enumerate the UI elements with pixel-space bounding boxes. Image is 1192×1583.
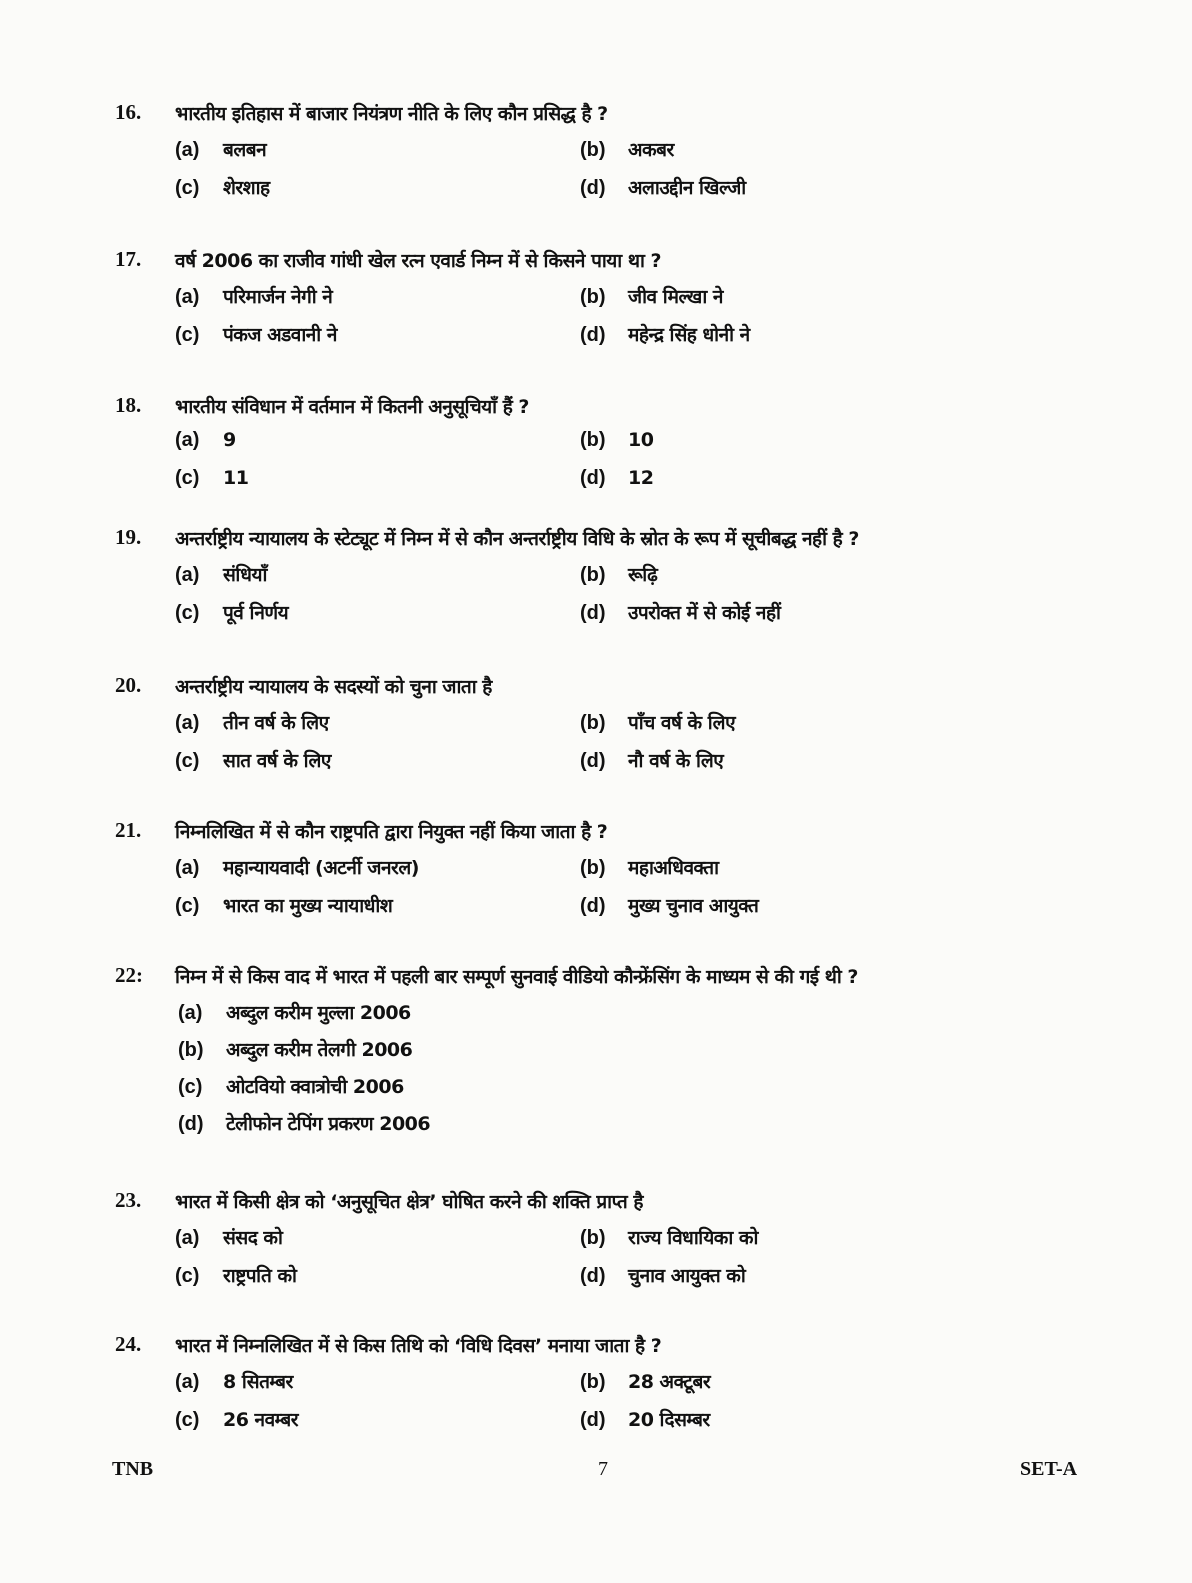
option-label: (d) — [178, 1113, 204, 1135]
option-text: राज्य विधायिका को — [628, 1227, 758, 1249]
question-text: भारत में किसी क्षेत्र को ‘अनुसूचित क्षेत्र’ घोषित करने की शक्ति प्राप्त है — [175, 1191, 643, 1213]
option-a — [175, 854, 419, 880]
option-text: 26 नवम्बर — [223, 1409, 298, 1431]
question-text: निम्नलिखित में से कौन राष्ट्रपति द्वारा नियुक्त नहीं किया जाता है ? — [175, 821, 608, 843]
option-label: (a) — [175, 139, 200, 161]
option-b — [178, 1036, 412, 1062]
option-a — [175, 709, 329, 735]
option-c — [175, 174, 270, 200]
option-b — [580, 136, 674, 162]
option-label: (b) — [580, 286, 606, 308]
option-label: (d) — [580, 1409, 606, 1431]
set-label: SET-A — [1020, 1458, 1078, 1480]
option-a — [175, 561, 267, 587]
option-text: बलबन — [223, 139, 267, 161]
option-text: ओटवियो क्वात्रोची 2006 — [226, 1076, 404, 1098]
option-c — [175, 1406, 298, 1432]
question-number: 18. — [115, 393, 142, 417]
option-label: (a) — [175, 429, 200, 451]
option-a — [175, 1224, 282, 1250]
option-text: उपरोक्त में से कोई नहीं — [628, 602, 781, 624]
option-label: (b) — [178, 1039, 204, 1061]
option-text: 28 अक्टूबर — [628, 1371, 711, 1393]
option-label: (c) — [178, 1076, 203, 1098]
question-number: 20. — [115, 673, 142, 697]
option-label: (c) — [175, 1409, 200, 1431]
option-label: (d) — [580, 1265, 606, 1287]
option-b — [580, 1368, 710, 1394]
option-text: जीव मिल्खा ने — [628, 286, 723, 308]
option-d — [580, 321, 750, 347]
question-number: 16. — [115, 100, 142, 124]
option-b — [580, 561, 657, 587]
option-label: (d) — [580, 895, 606, 917]
option-label: (c) — [175, 177, 200, 199]
option-label: (d) — [580, 324, 606, 346]
option-label: (a) — [175, 564, 200, 586]
option-c — [175, 1262, 296, 1288]
option-text: टेलीफोन टेपिंग प्रकरण 2006 — [226, 1113, 431, 1135]
option-text: अलाउद्दीन खिल्जी — [628, 177, 746, 199]
option-text: मुख्य चुनाव आयुक्त — [628, 895, 759, 917]
option-c — [178, 1073, 404, 1099]
option-label: (c) — [175, 895, 200, 917]
option-c — [175, 747, 331, 773]
option-text: अकबर — [628, 139, 674, 161]
question-number: 17. — [115, 247, 142, 271]
option-label: (c) — [175, 1265, 200, 1287]
option-text: अब्दुल करीम मुल्ला 2006 — [226, 1002, 411, 1024]
option-b — [580, 709, 735, 735]
option-label: (a) — [175, 1227, 200, 1249]
option-a — [178, 999, 411, 1025]
question-text: अन्तर्राष्ट्रीय न्यायालय के सदस्यों को चुना जाता है — [175, 676, 492, 698]
option-text: भारत का मुख्य न्यायाधीश — [223, 895, 393, 917]
option-a — [175, 283, 332, 309]
option-text: संसद को — [223, 1227, 283, 1249]
option-label: (d) — [580, 602, 606, 624]
question-number: 23. — [115, 1188, 142, 1212]
question-text: अन्तर्राष्ट्रीय न्यायालय के स्टेट्यूट में निम्न में से कौन अन्तर्राष्ट्रीय विधि के स्रोत के रूप में सूचीबद्ध नहीं है ? — [175, 528, 859, 550]
option-d — [178, 1110, 430, 1136]
option-text: महाअधिवक्ता — [628, 857, 719, 879]
option-text: परिमार्जन नेगी ने — [223, 286, 333, 308]
option-text: 20 दिसम्बर — [628, 1409, 710, 1431]
question-text: वर्ष 2006 का राजीव गांधी खेल रत्न एवार्ड निम्न में से किसने पाया था ? — [175, 250, 662, 272]
question-text: भारतीय इतिहास में बाजार नियंत्रण नीति के लिए कौन प्रसिद्ध है ? — [175, 103, 608, 125]
option-label: (c) — [175, 467, 200, 489]
option-label: (b) — [580, 1227, 606, 1249]
option-d — [580, 892, 758, 918]
option-label: (a) — [178, 1002, 203, 1024]
option-label: (a) — [175, 1371, 200, 1393]
option-label: (d) — [580, 467, 606, 489]
option-d — [580, 1406, 710, 1432]
option-text: नौ वर्ष के लिए — [628, 750, 724, 772]
option-b — [580, 854, 719, 880]
option-text: पूर्व निर्णय — [223, 602, 289, 624]
footer-code: TNB — [112, 1458, 154, 1480]
option-text: पंकज अडवानी ने — [223, 324, 337, 346]
option-label: (b) — [580, 429, 606, 451]
option-text: 8 सितम्बर — [223, 1371, 293, 1393]
option-label: (a) — [175, 712, 200, 734]
option-d — [580, 467, 653, 490]
option-d — [580, 174, 746, 200]
option-text: चुनाव आयुक्त को — [628, 1265, 746, 1287]
option-d — [580, 599, 780, 625]
option-b — [580, 283, 723, 309]
option-text: महान्यायवादी (अटर्नी जनरल) — [223, 857, 419, 879]
option-a — [175, 1368, 293, 1394]
option-label: (c) — [175, 324, 200, 346]
question-number: 21. — [115, 818, 142, 842]
option-a — [175, 429, 236, 452]
option-label: (b) — [580, 857, 606, 879]
page-number: 7 — [598, 1458, 608, 1480]
question-text: भारतीय संविधान में वर्तमान में कितनी अनुसूचियाँ हैं ? — [175, 396, 529, 418]
option-text: 9 — [223, 429, 236, 451]
option-label: (b) — [580, 564, 606, 586]
option-text: 10 — [628, 429, 654, 451]
option-text: 11 — [223, 467, 249, 489]
question-number: 22: — [115, 963, 143, 987]
option-a — [175, 136, 266, 162]
option-label: (b) — [580, 1371, 606, 1393]
option-label: (b) — [580, 712, 606, 734]
question-number: 19. — [115, 525, 142, 549]
option-text: महेन्द्र सिंह धोनी ने — [628, 324, 750, 346]
option-d — [580, 1262, 745, 1288]
option-label: (d) — [580, 177, 606, 199]
option-text: पाँच वर्ष के लिए — [628, 712, 736, 734]
option-text: अब्दुल करीम तेलगी 2006 — [226, 1039, 413, 1061]
option-c — [175, 599, 288, 625]
option-b — [580, 429, 653, 452]
option-text: रूढ़ि — [628, 564, 658, 586]
option-text: 12 — [628, 467, 654, 489]
option-d — [580, 747, 723, 773]
option-label: (c) — [175, 602, 200, 624]
question-text: निम्न में से किस वाद में भारत में पहली बार सम्पूर्ण सुनवाई वीडियो कौन्फ्रेंसिंग के माध्यम से की गई थी ? — [175, 966, 858, 988]
option-c — [175, 892, 392, 918]
option-label: (a) — [175, 857, 200, 879]
option-text: संधियाँ — [223, 564, 267, 586]
option-label: (a) — [175, 286, 200, 308]
option-text: शेरशाह — [223, 177, 270, 199]
question-text: भारत में निम्नलिखित में से किस तिथि को ‘विधि दिवस’ मनाया जाता है ? — [175, 1335, 662, 1357]
option-label: (d) — [580, 750, 606, 772]
option-label: (b) — [580, 139, 606, 161]
option-text: राष्ट्रपति को — [223, 1265, 297, 1287]
option-b — [580, 1224, 758, 1250]
option-text: सात वर्ष के लिए — [223, 750, 331, 772]
option-c — [175, 467, 248, 490]
question-number: 24. — [115, 1332, 142, 1356]
option-label: (c) — [175, 750, 200, 772]
option-c — [175, 321, 337, 347]
option-text: तीन वर्ष के लिए — [223, 712, 329, 734]
